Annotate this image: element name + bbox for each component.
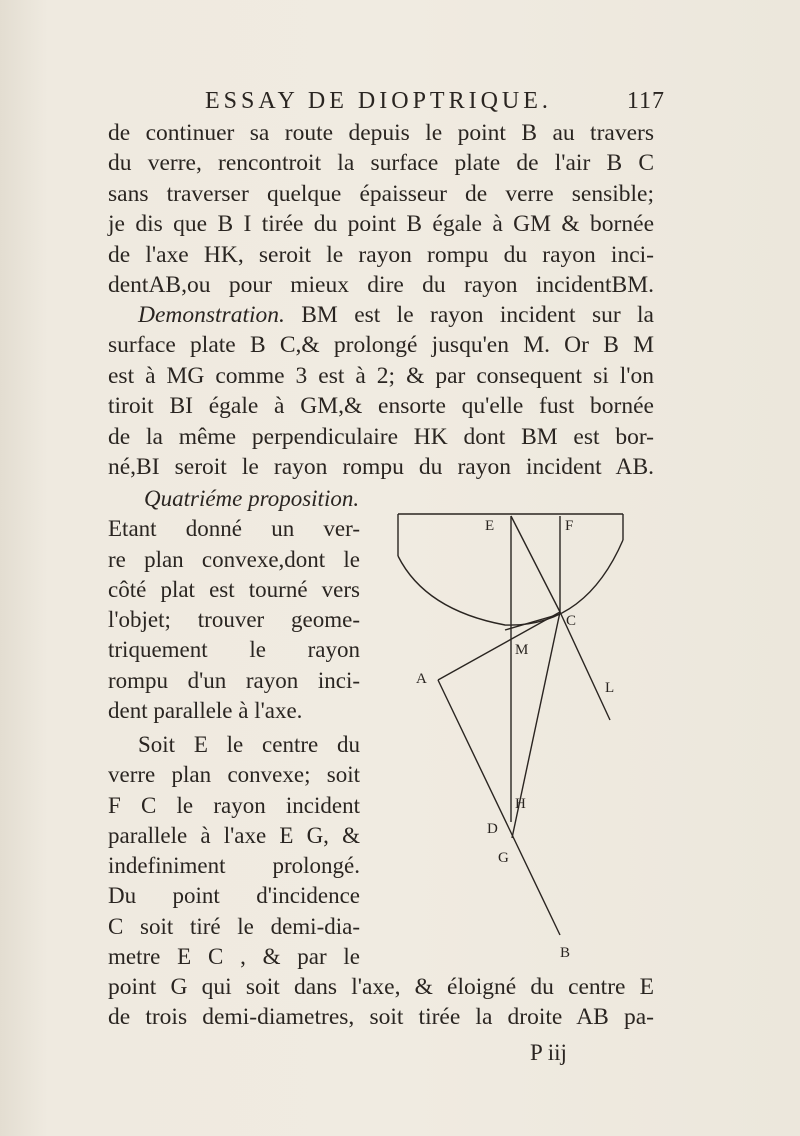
label-h: H	[515, 796, 526, 812]
text-line: C soit tiré le demi-dia-	[108, 913, 360, 939]
text-line: dentAB,ou pour mieux dire du rayon incidentBM.	[108, 272, 654, 299]
label-l: L	[605, 680, 615, 696]
text-line: parallele à l'axe E G, &	[108, 822, 360, 848]
proposition-title: Quatriéme proposition.	[144, 486, 360, 511]
label-e: E	[485, 518, 495, 534]
signature-mark: P iij	[530, 1040, 567, 1065]
label-f: F	[565, 518, 574, 534]
text-line: de trois demi-diametres, soit tirée la droite AB pa-	[108, 1004, 654, 1031]
optics-diagram	[395, 495, 655, 970]
text-line	[108, 300, 654, 330]
label-b: B	[560, 945, 571, 961]
text-line: rompu d'un rayon inci-	[108, 667, 360, 693]
text-line: côté plat est tourné vers	[108, 576, 360, 602]
text-line: triquement le rayon	[108, 637, 360, 663]
running-title: ESSAY DE DIOPTRIQUE.	[205, 88, 552, 114]
text-line: du verre, rencontroit la surface plate de l'air B C	[108, 150, 654, 177]
text-line: né,BI seroit le rayon rompu du rayon incident AB.	[108, 454, 654, 481]
demonstration-label: Demonstration.	[138, 302, 285, 328]
running-header	[205, 88, 665, 115]
text-line: tiroit BI égale à GM,& ensorte qu'elle fust bornée	[108, 393, 654, 420]
top-paragraph	[108, 118, 654, 300]
text-line: de continuer sa route depuis le point B au travers	[108, 120, 654, 146]
text-line: Soit E le centre du	[138, 732, 360, 757]
label-m: M	[515, 642, 529, 658]
label-a: A	[416, 671, 427, 687]
construction-paragraph	[108, 730, 360, 972]
text-line: je dis que B I tirée du point B égale à GM & bornée	[108, 211, 654, 238]
text-line: verre plan convexe; soit	[108, 762, 360, 788]
text-line: point G qui soit dans l'axe, & éloigné du centre E	[108, 974, 654, 1000]
text-line: l'objet; trouver geome-	[108, 607, 360, 633]
text-line: indefiniment prolongé.	[108, 853, 360, 879]
text-line: de l'axe HK, seroit le rayon rompu du rayon inci-	[108, 241, 654, 268]
text-line: F C le rayon incident	[108, 792, 360, 818]
demonstration-first-line: BM est le rayon incident sur la	[301, 302, 654, 328]
label-c: C	[566, 613, 577, 629]
text-line: metre E C , & par le	[108, 944, 360, 970]
label-g: G	[498, 850, 509, 866]
text-line: sans traverser quelque épaisseur de verre sensible;	[108, 180, 654, 207]
text-line: surface plate B C,& prolongé jusqu'en M. Or B M	[108, 332, 654, 359]
text-line: est à MG comme 3 est à 2; & par consequent si l'on	[108, 362, 654, 389]
bottom-paragraph	[108, 972, 654, 1033]
page-number: 117	[626, 88, 665, 114]
demonstration-paragraph	[108, 300, 654, 482]
text-line: de la même perpendiculaire HK dont BM est bor-	[108, 423, 654, 450]
text-line: Du point d'incidence	[108, 883, 360, 909]
label-d: D	[487, 821, 498, 837]
text-line: Etant donné un ver-	[108, 516, 360, 542]
diagram-labels	[395, 495, 655, 970]
proposition-block	[108, 484, 360, 726]
text-line: dent parallele à l'axe.	[108, 698, 303, 724]
text-line: re plan convexe,dont le	[108, 546, 360, 572]
